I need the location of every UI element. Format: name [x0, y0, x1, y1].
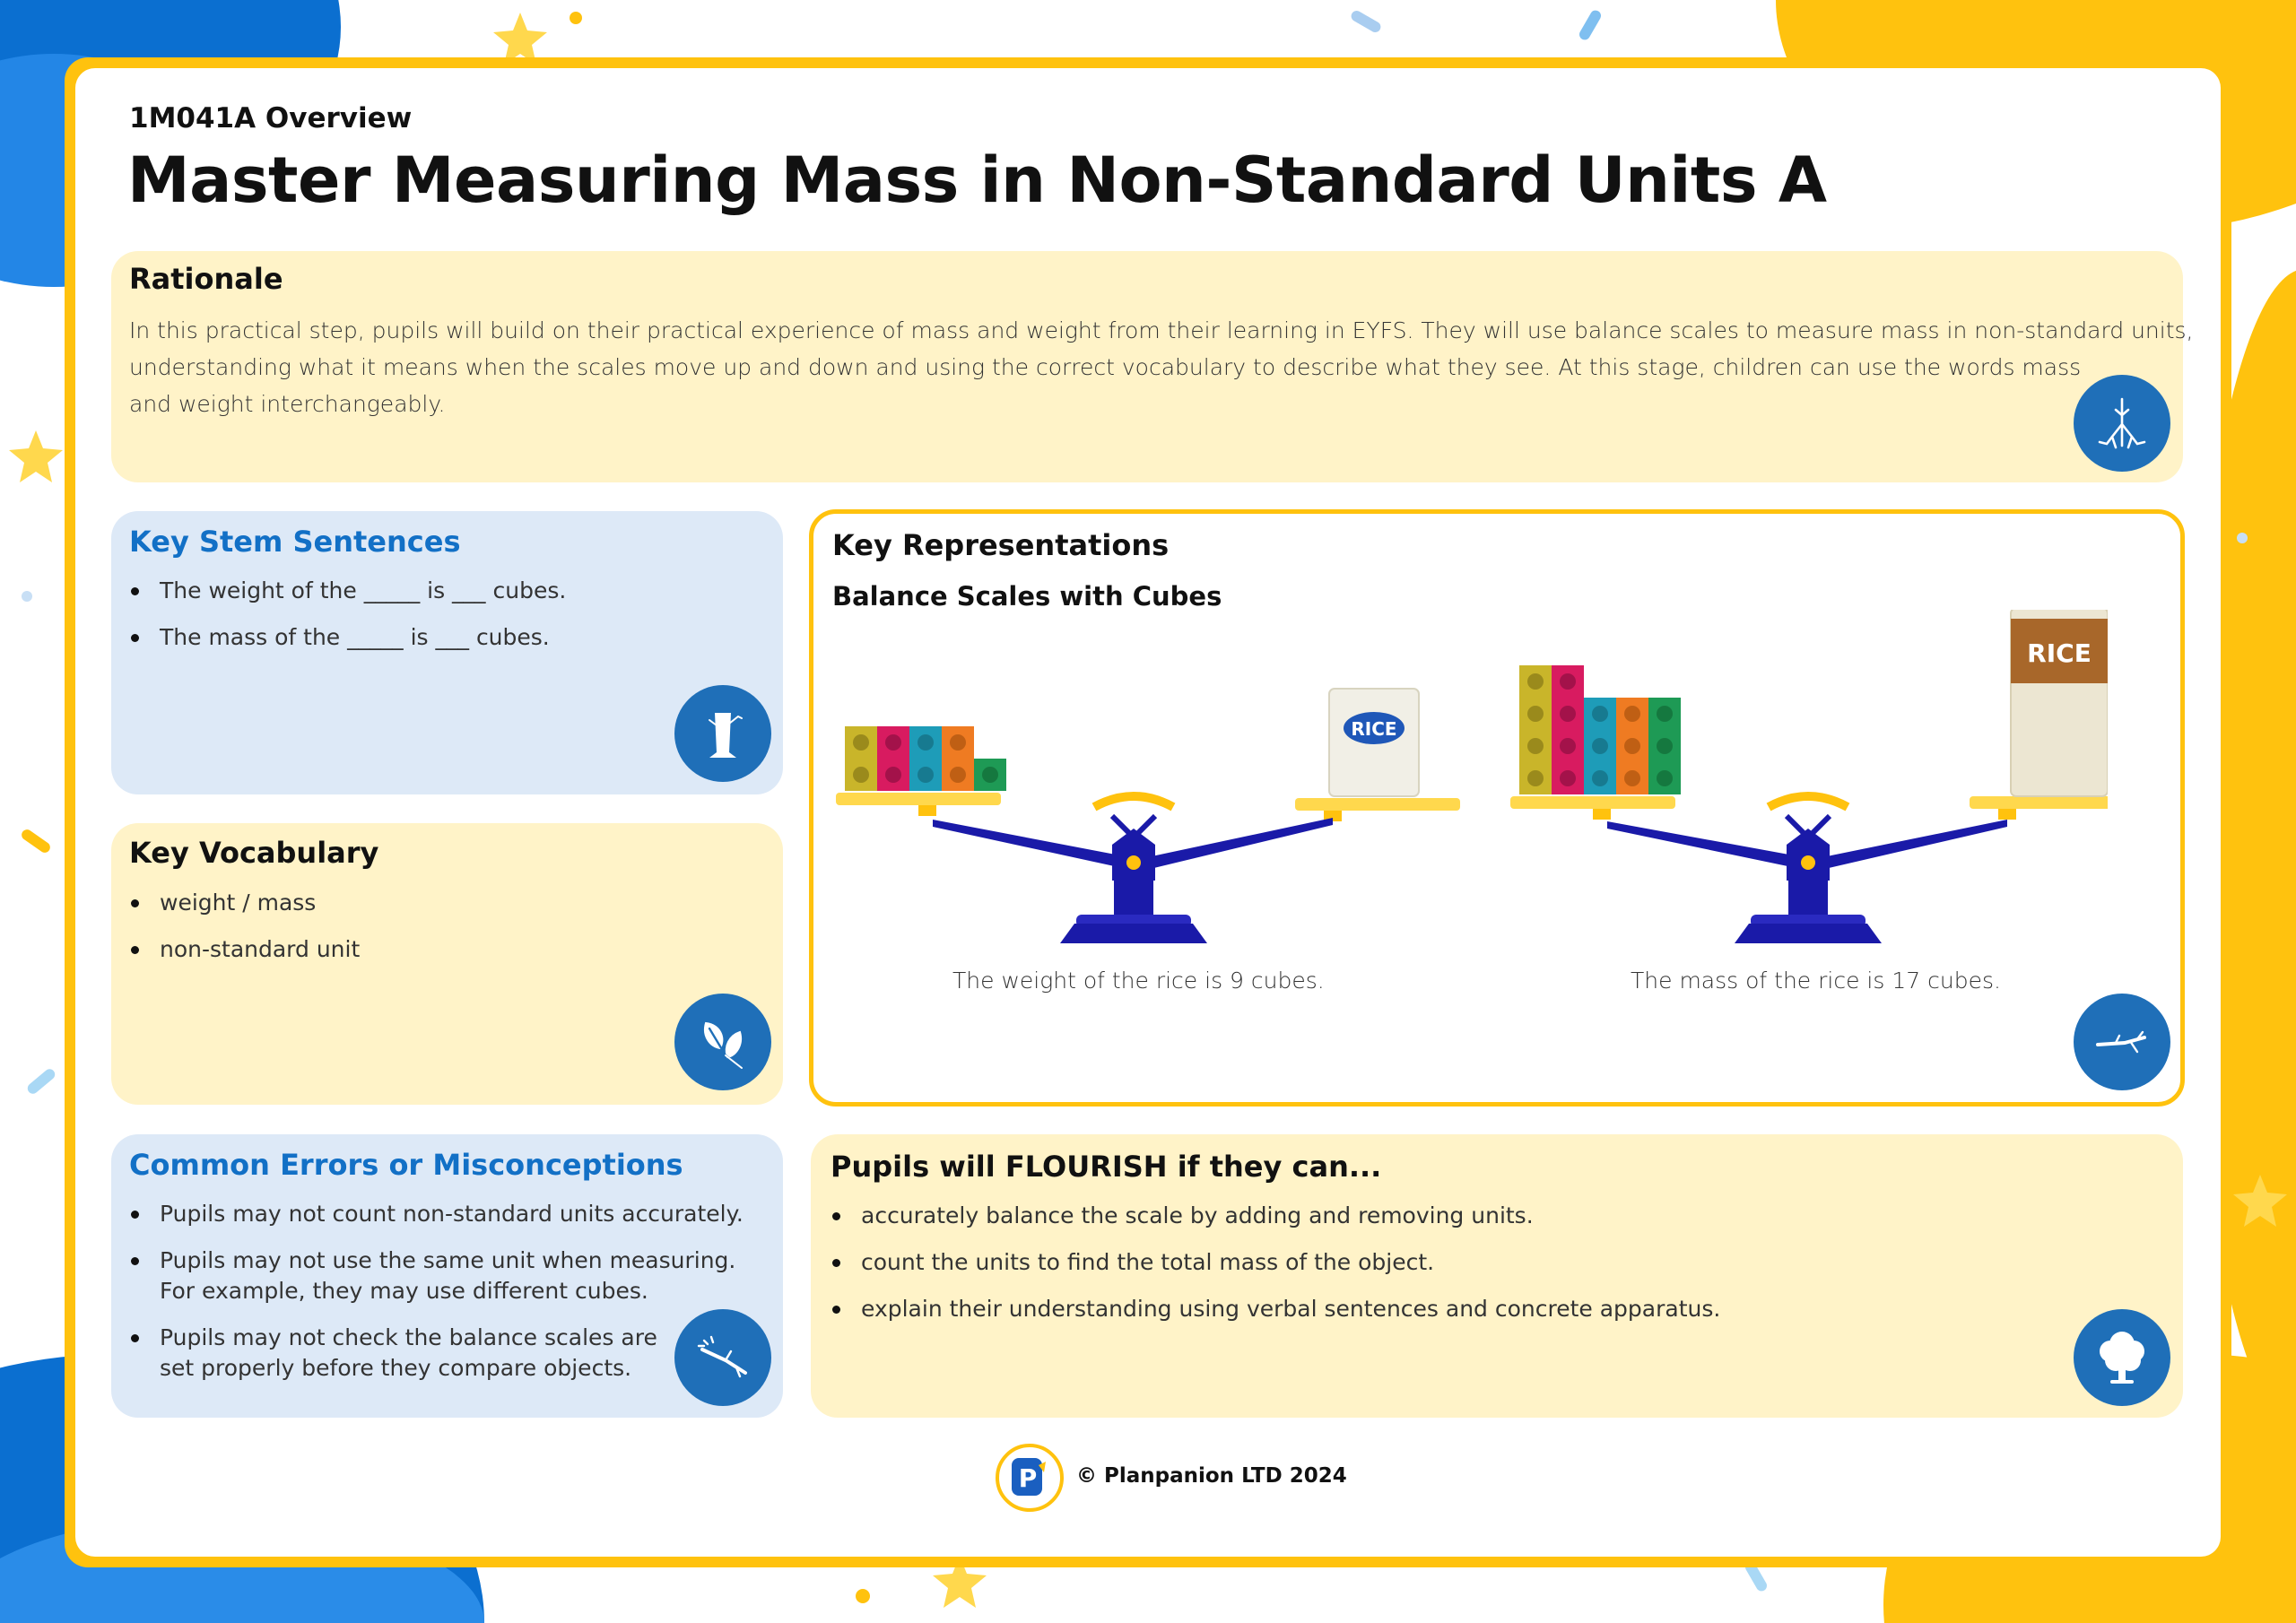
left-rice-bag-label: RICE	[1351, 718, 1397, 740]
flourish-heading: Pupils will FLOURISH if they can...	[831, 1150, 1382, 1184]
copyright-text: © Planpanion LTD 2024	[1076, 1464, 1347, 1488]
list-item: The mass of the _____ is ___ cubes.	[129, 622, 566, 653]
list-item: Pupils may not use the same unit when measuring.	[129, 1245, 744, 1276]
branch-icon	[2074, 994, 2170, 1090]
list-item-continuation: For example, they may use different cubes.	[160, 1278, 648, 1304]
key-stem-sentences-heading: Key Stem Sentences	[129, 525, 461, 559]
caption-left: The weight of the rice is 9 cubes.	[952, 968, 1325, 994]
left-cube-stack	[845, 726, 1006, 791]
list-item: non-standard unit	[129, 934, 360, 965]
caption-right: The mass of the rice is 17 cubes.	[1631, 968, 2001, 994]
list-item: weight / mass	[129, 888, 360, 918]
balance-scales-subheading: Balance Scales with Cubes	[832, 581, 1222, 612]
balance-scales-illustration	[834, 610, 2108, 968]
vocabulary-list	[129, 888, 360, 981]
list-item: The weight of the _____ is ___ cubes.	[129, 576, 566, 606]
broken-branch-icon	[674, 1309, 771, 1406]
list-item: Pupils may not count non-standard units accurately.	[129, 1199, 744, 1229]
right-cube-stack	[1519, 665, 1681, 794]
list-item: Pupils may not check the balance scales are	[129, 1323, 744, 1353]
rationale-heading: Rationale	[129, 262, 283, 296]
flourish-list	[831, 1201, 1720, 1341]
list-item: count the units to find the total mass of the object.	[831, 1247, 1720, 1278]
list-item: explain their understanding using verbal sentences and concrete apparatus.	[831, 1294, 1720, 1324]
list-item: accurately balance the scale by adding and removing units.	[831, 1201, 1720, 1231]
left-balance-scale	[836, 689, 1460, 943]
rationale-line-1: In this practical step, pupils will build on their practical experience of mass and weight from their learning in EYFS. They will use balance scales to measure mass in non-standard units,	[129, 317, 2194, 343]
tree-trunk-icon	[674, 685, 771, 782]
full-tree-icon	[2074, 1309, 2170, 1406]
rationale-line-3: and weight interchangeably.	[129, 391, 446, 417]
errors-list	[129, 1199, 744, 1400]
svg-text:P: P	[1018, 1463, 1038, 1493]
overview-label: 1M041A Overview	[129, 102, 413, 135]
list-item-continuation: set properly before they compare objects.	[160, 1355, 632, 1381]
leaves-icon	[674, 994, 771, 1090]
stem-sentence-list	[129, 576, 566, 669]
roots-icon	[2074, 375, 2170, 472]
key-representations-heading: Key Representations	[832, 528, 1170, 562]
right-balance-scale	[1510, 610, 2108, 943]
common-errors-heading: Common Errors or Misconceptions	[129, 1148, 683, 1182]
right-rice-bag-label: RICE	[2027, 638, 2092, 668]
planpanion-logo	[996, 1444, 1064, 1512]
rationale-line-2: understanding what it means when the scales move up and down and using the correct vocabulary to describe what they see. At this stage, children can use the words mass	[129, 354, 2082, 380]
key-vocabulary-heading: Key Vocabulary	[129, 836, 379, 870]
page-title: Master Measuring Mass in Non-Standard Units A	[127, 143, 1827, 217]
